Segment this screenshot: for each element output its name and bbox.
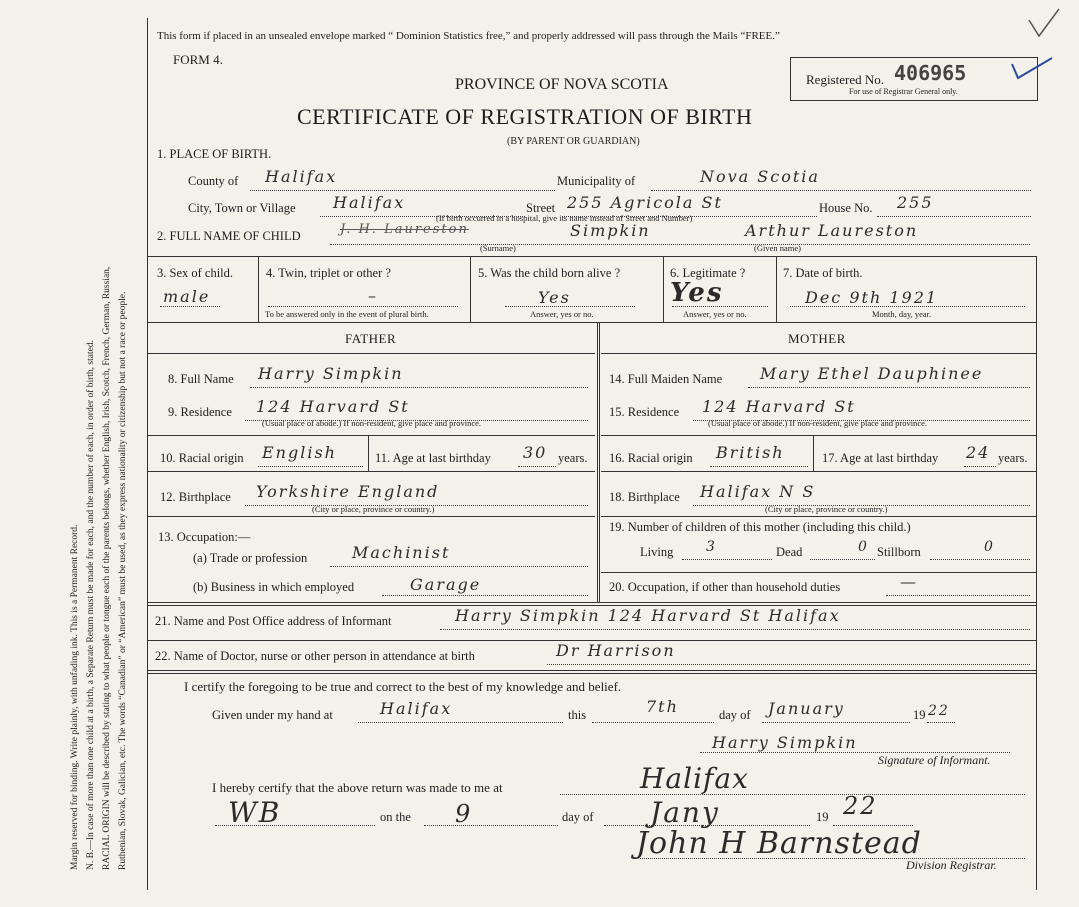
- registered-box: [790, 57, 1038, 101]
- registrar-signature: John H Barnstead: [636, 826, 922, 861]
- dob-label: 7. Date of birth.: [783, 266, 863, 280]
- surname-note: (Surname): [480, 243, 516, 253]
- father-racial: English: [262, 443, 337, 462]
- mother-age-label: 17. Age at last birthday: [822, 451, 939, 465]
- registrar-label: Division Registrar.: [906, 858, 997, 872]
- registered-number: 406965: [894, 61, 967, 85]
- dob-value: Dec 9th 1921: [805, 288, 939, 307]
- mother-residence-note: (Usual place of abode.) If non-resident, give place and province.: [708, 418, 928, 428]
- informant-signature-label: Signature of Informant.: [878, 753, 991, 767]
- informant-value: Harry Simpkin 124 Harvard St Halifax: [455, 606, 841, 625]
- city-value: Halifax: [333, 193, 406, 212]
- father-residence: 124 Harvard St: [256, 397, 410, 416]
- certify-year: 22: [928, 703, 950, 719]
- registrar-year-prefix: 19: [816, 810, 829, 824]
- alive-value: Yes: [538, 288, 571, 307]
- legitimate-label: 6. Legitimate ?: [670, 266, 746, 280]
- child-given-name: Arthur Laureston: [745, 221, 919, 240]
- father-name-label: 8. Full Name: [168, 372, 234, 386]
- registrar-day-of: day of: [562, 810, 594, 824]
- registrar-month: Jany: [650, 796, 720, 829]
- left-border: [147, 18, 148, 890]
- certify-month: January: [768, 699, 845, 718]
- mother-occupation-label: 20. Occupation, if other than household duties: [609, 580, 841, 594]
- registered-note: For use of Registrar General only.: [849, 87, 958, 96]
- occupation-label: 13. Occupation:—: [158, 530, 251, 544]
- father-racial-label: 10. Racial origin: [160, 451, 244, 465]
- notice-text: This form if placed in an unsealed envelope marked “ Dominion Statistics free,” and properly addressed will pass through the Mails “FREE.”: [157, 30, 780, 42]
- registrar-certify-text: I hereby certify that the above return was made to me at: [212, 780, 503, 795]
- given-note: (Given name): [754, 243, 801, 253]
- mother-name: Mary Ethel Dauphinee: [760, 364, 984, 383]
- alive-note: Answer, yes or no.: [530, 309, 594, 319]
- sex-label: 3. Sex of child.: [157, 266, 234, 280]
- registrar-year: 22: [843, 792, 878, 820]
- mother-heading: MOTHER: [788, 331, 846, 346]
- certify-place: Halifax: [380, 699, 453, 718]
- certify-text: I certify the foregoing to be true and correct to the best of my knowledge and belief.: [184, 679, 622, 694]
- alive-label: 5. Was the child born alive ?: [478, 266, 621, 280]
- county-label: County of: [188, 174, 239, 188]
- municipality-label: Municipality of: [557, 174, 636, 188]
- living-label: Living: [640, 545, 674, 559]
- doctor-value: Dr Harrison: [556, 641, 676, 660]
- child-struck-name: J. H. Laureston: [340, 222, 469, 237]
- registrar-on-the: on the: [380, 810, 411, 824]
- children-label: 19. Number of children of this mother (including this child.): [609, 520, 911, 534]
- father-birthplace-note: (City or place, province or country.): [312, 504, 435, 514]
- mother-name-label: 14. Full Maiden Name: [609, 372, 723, 386]
- side-note-1: Margin reserved for binding. Write plainly, with unfading ink. This is a Permanent Record.: [70, 524, 80, 870]
- father-birthplace: Yorkshire England: [256, 482, 440, 501]
- father-heading: FATHER: [345, 331, 397, 346]
- side-note-2: N. B.—In case of more than one child at a birth, a Separate Return must be made for each, and the number of each, in order of birth, stated.: [86, 340, 96, 870]
- mother-occupation: —: [900, 572, 918, 591]
- child-surname: Simpkin: [570, 221, 651, 240]
- business-label: (b) Business in which employed: [193, 580, 355, 594]
- child-name-label: 2. FULL NAME OF CHILD: [157, 229, 301, 243]
- mother-racial: British: [716, 443, 785, 462]
- blue-check-icon: [1008, 54, 1056, 82]
- check-mark-icon: [1025, 6, 1065, 40]
- province-heading: PROVINCE OF NOVA SCOTIA: [455, 76, 669, 93]
- stillborn-value: 0: [984, 539, 995, 555]
- father-age: 30: [523, 443, 548, 462]
- street-note: (If birth occurred in a hospital, give its name instead of Street and Number): [436, 213, 693, 223]
- certificate-title: CERTIFICATE OF REGISTRATION OF BIRTH: [297, 104, 753, 129]
- father-years: years.: [558, 451, 588, 465]
- mother-birthplace-note: (City or place, province or country.): [765, 504, 888, 514]
- house-label: House No.: [819, 201, 873, 215]
- living-value: 3: [706, 539, 717, 555]
- mother-birthplace: Halifax N S: [700, 482, 816, 501]
- side-note-3: RACIAL ORIGIN will be described by stating to what people or tongue each of the parents belongs, whether English, Irish, Scotch, French, German, Russian,: [102, 266, 112, 870]
- registrar-day: 9: [455, 800, 473, 828]
- business-value: Garage: [410, 575, 482, 594]
- mother-years: years.: [998, 451, 1028, 465]
- registered-label: Registered No.: [806, 72, 884, 87]
- sex-value: male: [163, 287, 211, 306]
- mother-racial-label: 16. Racial origin: [609, 451, 693, 465]
- side-note-4: Ruthenian, Slovak, Galician, etc. The words “Canadian” or “American” must be used, as they express nationality or citizenship but not a race or people.: [118, 291, 128, 870]
- father-name: Harry Simpkin: [258, 364, 404, 383]
- certify-day: 7th: [646, 697, 679, 716]
- county-value: Halifax: [265, 167, 338, 186]
- dead-label: Dead: [776, 545, 803, 559]
- doctor-label: 22. Name of Doctor, nurse or other person in attendance at birth: [155, 649, 475, 663]
- mother-birthplace-label: 18. Birthplace: [609, 490, 680, 504]
- twin-note: To be answered only in the event of plural birth.: [265, 309, 429, 319]
- city-label: City, Town or Village: [188, 201, 296, 215]
- registrar-place: Halifax: [640, 762, 749, 795]
- legitimate-note: Answer, yes or no.: [683, 309, 747, 319]
- father-age-label: 11. Age at last birthday: [375, 451, 491, 465]
- informant-signature: Harry Simpkin: [712, 733, 858, 752]
- mother-age: 24: [966, 443, 991, 462]
- father-residence-note: (Usual place of abode.) If non-resident, give place and province.: [262, 418, 482, 428]
- municipality-value: Nova Scotia: [700, 167, 820, 186]
- legitimate-value: Yes: [670, 278, 724, 308]
- place-heading: 1. PLACE OF BIRTH.: [157, 147, 272, 161]
- given-under-label: Given under my hand at: [212, 708, 333, 722]
- certify-day-of: day of: [719, 708, 751, 722]
- informant-label: 21. Name and Post Office address of Informant: [155, 614, 392, 628]
- twin-label: 4. Twin, triplet or other ?: [266, 266, 391, 280]
- dob-note: Month, day, year.: [872, 309, 932, 319]
- trade-value: Machinist: [352, 543, 451, 562]
- mother-residence-label: 15. Residence: [609, 405, 680, 419]
- dead-value: 0: [858, 539, 869, 555]
- street-value: 255 Agricola St: [567, 193, 723, 212]
- certify-year-prefix: 19: [913, 708, 926, 722]
- certify-this: this: [568, 708, 587, 722]
- mother-residence: 124 Harvard St: [702, 397, 856, 416]
- certificate-subtitle: (BY PARENT OR GUARDIAN): [507, 136, 640, 147]
- registrar-initials: WB: [228, 796, 282, 829]
- street-label: Street: [526, 201, 556, 215]
- house-value: 255: [897, 193, 934, 212]
- twin-value: –: [368, 286, 378, 305]
- trade-label: (a) Trade or profession: [193, 551, 308, 565]
- father-residence-label: 9. Residence: [168, 405, 232, 419]
- father-birthplace-label: 12. Birthplace: [160, 490, 231, 504]
- form-number: FORM 4.: [173, 52, 223, 67]
- stillborn-label: Stillborn: [877, 545, 921, 559]
